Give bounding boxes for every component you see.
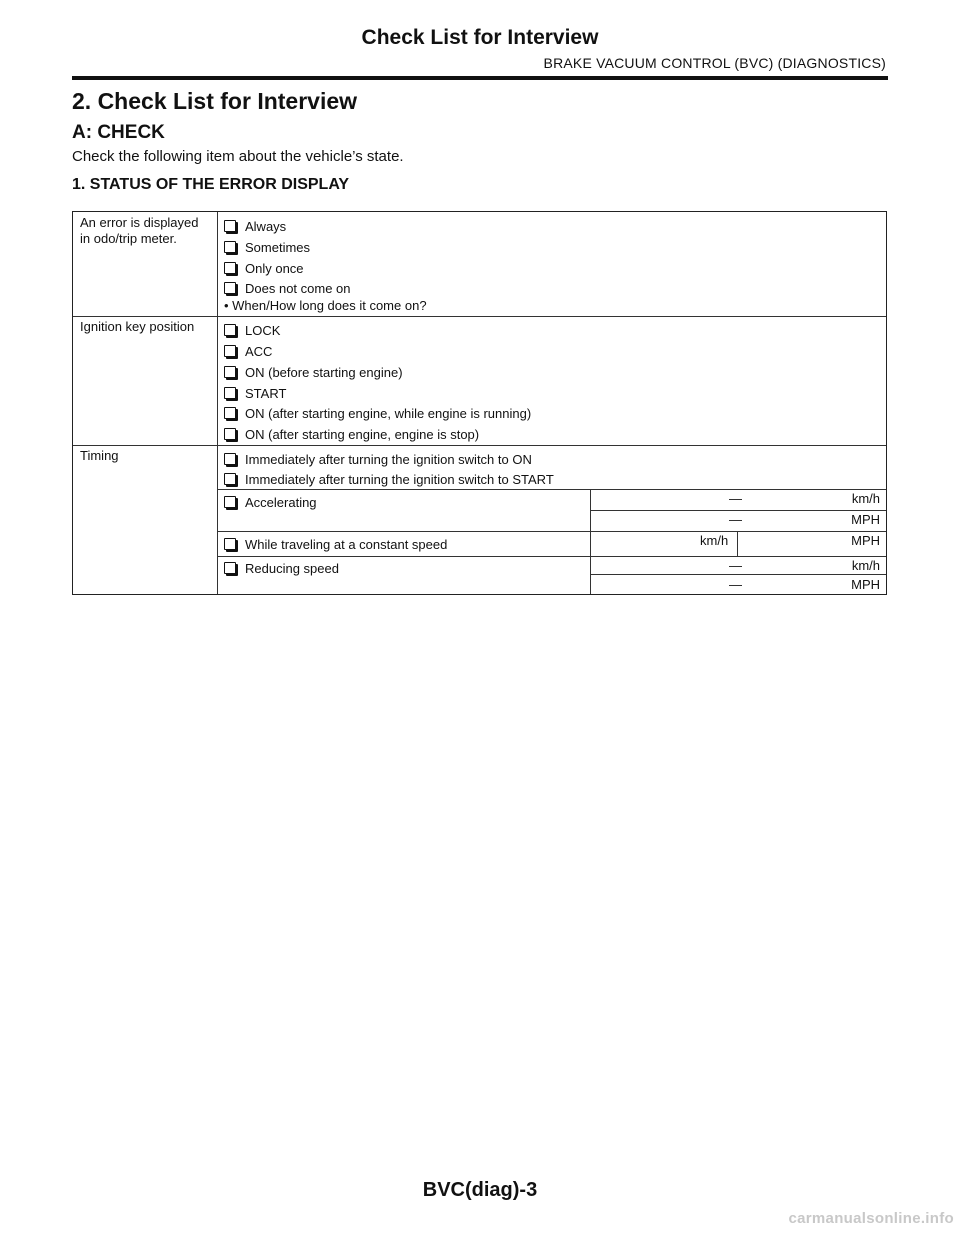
- error-display-label-line1: An error is displayed: [80, 215, 199, 230]
- accelerating-kmh-unit: km/h: [851, 491, 880, 506]
- option-label: Does not come on: [245, 280, 351, 296]
- checkbox-icon[interactable]: [224, 473, 236, 485]
- checkbox-icon[interactable]: [224, 366, 236, 378]
- speed-subrow-divider: [590, 574, 886, 575]
- row-divider: [73, 316, 886, 317]
- option-label: LOCK: [245, 322, 281, 338]
- constant-speed-divider: [737, 531, 738, 556]
- checkbox-icon[interactable]: [224, 220, 236, 232]
- error-display-label: [80, 215, 199, 247]
- timing-label: Timing: [80, 448, 119, 463]
- section-title: 2. Check List for Interview: [72, 88, 358, 114]
- speed-column-divider: [590, 489, 591, 594]
- checkbox-option-on-engine-running[interactable]: [224, 404, 531, 422]
- option-label: Accelerating: [245, 494, 317, 510]
- column-divider: [217, 212, 218, 594]
- reducing-mph-unit: MPH: [851, 577, 880, 592]
- constant-kmh-unit: km/h: [700, 533, 729, 548]
- checkbox-option-after-ign-on[interactable]: [224, 450, 532, 468]
- option-label: Reducing speed: [245, 560, 339, 576]
- checkbox-option-start[interactable]: [224, 384, 286, 402]
- checkbox-icon[interactable]: [224, 453, 236, 465]
- option-label: ON (before starting engine): [245, 364, 403, 380]
- checkbox-icon[interactable]: [224, 282, 236, 294]
- watermark: carmanualsonline.info: [788, 1210, 954, 1227]
- subsection-title: A: CHECK: [72, 122, 165, 143]
- checkbox-option-accelerating[interactable]: [224, 493, 317, 511]
- when-how-long-note: • When/How long does it come on?: [224, 298, 427, 313]
- checkbox-option-acc[interactable]: [224, 342, 272, 360]
- checkbox-icon[interactable]: [224, 387, 236, 399]
- accelerating-mph-unit: MPH: [851, 512, 880, 527]
- checkbox-option-only-once[interactable]: [224, 259, 304, 277]
- speed-subrow-divider: [590, 510, 886, 511]
- checkbox-option-lock[interactable]: [224, 321, 280, 339]
- option-label: Always: [245, 218, 287, 234]
- accelerating-mph-dash: —: [729, 512, 742, 527]
- ignition-key-label: Ignition key position: [80, 319, 195, 334]
- option-label: ON (after starting engine, while engine is running): [245, 405, 532, 421]
- reducing-mph-dash: —: [729, 577, 742, 592]
- checkbox-option-always[interactable]: [224, 217, 286, 235]
- checkbox-icon[interactable]: [224, 241, 236, 253]
- checkbox-icon[interactable]: [224, 262, 236, 274]
- checkbox-icon[interactable]: [224, 538, 236, 550]
- option-label: Immediately after turning the ignition switch to START: [245, 471, 554, 487]
- checkbox-option-reducing-speed[interactable]: [224, 559, 339, 577]
- header-rule: [72, 76, 888, 80]
- option-label: While traveling at a constant speed: [245, 536, 448, 552]
- option-label: Only once: [245, 260, 304, 276]
- option-label: Sometimes: [245, 239, 311, 255]
- checkbox-option-on-engine-stop[interactable]: [224, 425, 479, 443]
- reducing-kmh-dash: —: [729, 558, 742, 573]
- checkbox-icon[interactable]: [224, 407, 236, 419]
- checkbox-option-constant-speed[interactable]: [224, 535, 447, 553]
- checkbox-option-sometimes[interactable]: [224, 238, 310, 256]
- timing-subrow-divider: [217, 531, 886, 532]
- timing-subrow-divider: [217, 489, 886, 490]
- checkbox-option-does-not-come-on[interactable]: [224, 279, 351, 297]
- option-label: Immediately after turning the ignition switch to ON: [245, 451, 532, 467]
- checkbox-icon[interactable]: [224, 345, 236, 357]
- checkbox-icon[interactable]: [224, 324, 236, 336]
- checkbox-option-on-before-start[interactable]: [224, 363, 403, 381]
- timing-subrow-divider: [217, 556, 886, 557]
- row-divider: [73, 445, 886, 446]
- option-label: ACC: [245, 343, 273, 359]
- option-label: START: [245, 385, 287, 401]
- page-number: BVC(diag)-3: [422, 1179, 538, 1201]
- checkbox-option-after-ign-start[interactable]: [224, 470, 554, 488]
- item-title: 1. STATUS OF THE ERROR DISPLAY: [72, 176, 350, 193]
- page-header-subtitle: BRAKE VACUUM CONTROL (BVC) (DIAGNOSTICS): [543, 55, 886, 71]
- checkbox-icon[interactable]: [224, 496, 236, 508]
- reducing-kmh-unit: km/h: [851, 558, 880, 573]
- checklist-table: [72, 211, 887, 595]
- error-display-label-line2: in odo/trip meter.: [80, 231, 177, 246]
- constant-mph-unit: MPH: [851, 533, 880, 548]
- accelerating-kmh-dash: —: [729, 491, 742, 506]
- checkbox-icon[interactable]: [224, 562, 236, 574]
- option-label: ON (after starting engine, engine is stop): [245, 426, 480, 442]
- checkbox-icon[interactable]: [224, 428, 236, 440]
- intro-text: Check the following item about the vehicle’s state.: [72, 148, 404, 165]
- page-header-title: Check List for Interview: [361, 26, 599, 49]
